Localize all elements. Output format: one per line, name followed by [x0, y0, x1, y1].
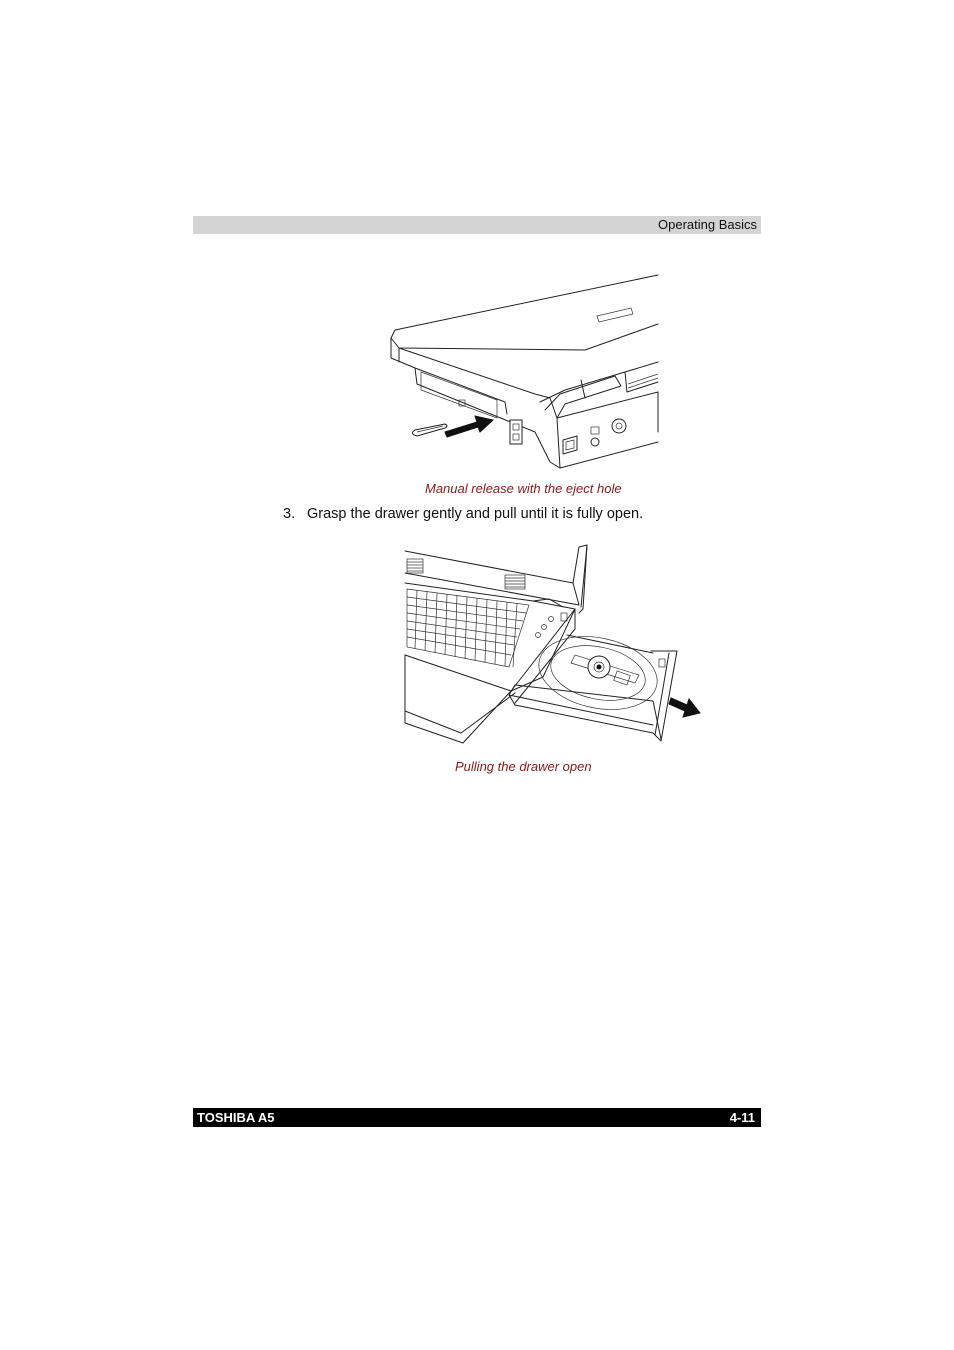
section-title: Operating Basics — [658, 217, 757, 232]
instruction-step — [283, 506, 643, 522]
drawer-open-illustration — [403, 543, 703, 748]
product-name: TOSHIBA A5 — [197, 1110, 275, 1125]
laptop-eject-illustration — [385, 272, 661, 470]
page-number: 4-11 — [729, 1110, 755, 1125]
figure2-caption: Pulling the drawer open — [455, 759, 592, 774]
running-header — [193, 216, 761, 234]
figure-drawer-open — [403, 543, 703, 748]
figure1-caption: Manual release with the eject hole — [425, 481, 622, 496]
figure-manual-eject — [385, 272, 661, 470]
step-text: Grasp the drawer gently and pull until it is fully open. — [307, 506, 644, 522]
step-number: 3. — [283, 506, 296, 522]
running-footer — [193, 1108, 761, 1127]
